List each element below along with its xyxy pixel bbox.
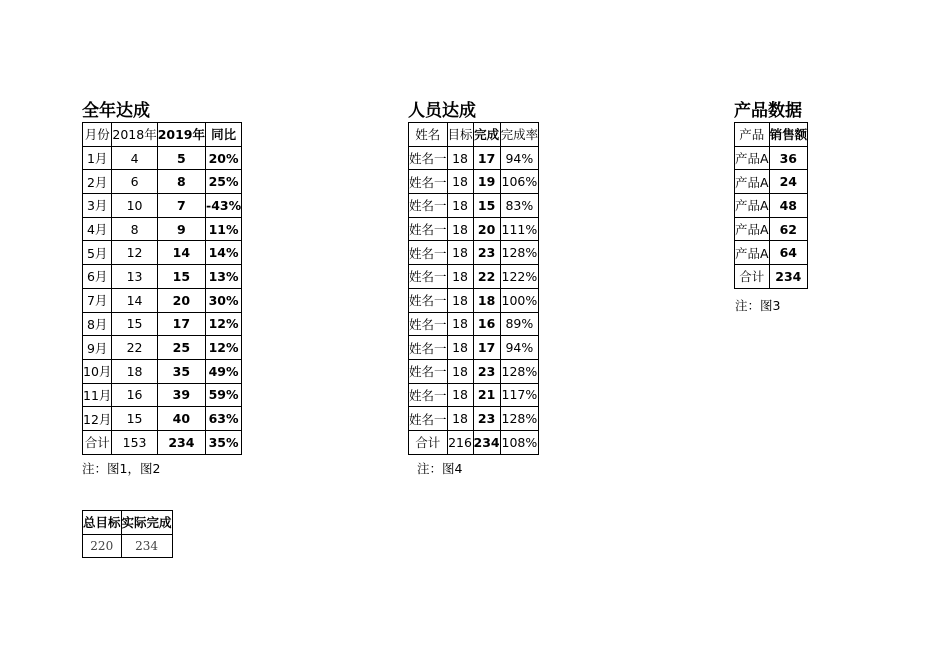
people-cell: 姓名一 bbox=[409, 170, 448, 194]
annual-cell: 14% bbox=[206, 241, 242, 265]
total-target-value: 220 bbox=[83, 534, 122, 558]
annual-row bbox=[83, 430, 242, 454]
people-cell: 23 bbox=[473, 241, 500, 265]
people-row bbox=[409, 170, 539, 194]
annual-table-body bbox=[83, 146, 242, 454]
annual-cell: 14 bbox=[157, 241, 205, 265]
annual-cell: -43% bbox=[206, 194, 242, 218]
annual-cell: 6月 bbox=[83, 265, 112, 289]
annual-cell: 13 bbox=[112, 265, 157, 289]
annual-table bbox=[82, 122, 242, 455]
product-cell: 产品A bbox=[735, 194, 770, 218]
people-cell: 18 bbox=[447, 265, 473, 289]
people-cell: 128% bbox=[500, 407, 539, 431]
people-table bbox=[408, 122, 539, 455]
people-cell: 89% bbox=[500, 312, 539, 336]
annual-row bbox=[83, 359, 242, 383]
annual-cell: 2月 bbox=[83, 170, 112, 194]
annual-cell: 10 bbox=[112, 194, 157, 218]
people-cell: 18 bbox=[447, 146, 473, 170]
people-row bbox=[409, 194, 539, 218]
people-cell: 合计 bbox=[409, 430, 448, 454]
people-header-done: 完成 bbox=[473, 123, 500, 147]
annual-cell: 49% bbox=[206, 359, 242, 383]
annual-cell: 5 bbox=[157, 146, 205, 170]
annual-cell: 10月 bbox=[83, 359, 112, 383]
annual-row bbox=[83, 383, 242, 407]
annual-cell: 15 bbox=[112, 407, 157, 431]
annual-cell: 15 bbox=[157, 265, 205, 289]
annual-row bbox=[83, 288, 242, 312]
people-cell: 18 bbox=[447, 288, 473, 312]
product-cell: 产品A bbox=[735, 146, 770, 170]
product-cell: 合计 bbox=[735, 265, 770, 289]
people-header-row bbox=[409, 123, 539, 147]
annual-cell: 153 bbox=[112, 430, 157, 454]
people-cell: 18 bbox=[447, 359, 473, 383]
people-row bbox=[409, 217, 539, 241]
people-cell: 姓名一 bbox=[409, 194, 448, 218]
people-cell: 15 bbox=[473, 194, 500, 218]
people-table-body bbox=[409, 146, 539, 454]
product-cell: 48 bbox=[769, 194, 808, 218]
total-table bbox=[82, 510, 173, 558]
annual-row bbox=[83, 170, 242, 194]
product-cell: 24 bbox=[769, 170, 808, 194]
product-row bbox=[735, 194, 808, 218]
people-row bbox=[409, 336, 539, 360]
annual-title: 全年达成 bbox=[82, 101, 150, 121]
people-cell: 23 bbox=[473, 407, 500, 431]
annual-cell: 14 bbox=[112, 288, 157, 312]
annual-cell: 35 bbox=[157, 359, 205, 383]
people-cell: 21 bbox=[473, 383, 500, 407]
people-cell: 18 bbox=[447, 241, 473, 265]
annual-note: 注：图1，图2 bbox=[82, 461, 161, 476]
people-cell: 117% bbox=[500, 383, 539, 407]
people-cell: 19 bbox=[473, 170, 500, 194]
product-table bbox=[734, 122, 808, 289]
annual-cell: 1月 bbox=[83, 146, 112, 170]
people-cell: 16 bbox=[473, 312, 500, 336]
total-value-row bbox=[83, 534, 173, 558]
annual-cell: 12% bbox=[206, 312, 242, 336]
product-header-product: 产品 bbox=[735, 123, 770, 147]
annual-row bbox=[83, 265, 242, 289]
annual-row bbox=[83, 312, 242, 336]
people-row bbox=[409, 359, 539, 383]
total-header-row bbox=[83, 511, 173, 535]
product-header-row bbox=[735, 123, 808, 147]
annual-row bbox=[83, 407, 242, 431]
product-title: 产品数据 bbox=[734, 101, 802, 121]
annual-cell: 13% bbox=[206, 265, 242, 289]
annual-cell: 20 bbox=[157, 288, 205, 312]
people-cell: 100% bbox=[500, 288, 539, 312]
annual-cell: 12% bbox=[206, 336, 242, 360]
product-cell: 234 bbox=[769, 265, 808, 289]
annual-cell: 8 bbox=[157, 170, 205, 194]
people-cell: 18 bbox=[473, 288, 500, 312]
product-cell: 62 bbox=[769, 217, 808, 241]
people-row bbox=[409, 241, 539, 265]
annual-cell: 9 bbox=[157, 217, 205, 241]
annual-header-2019: 2019年 bbox=[157, 123, 205, 147]
total-header-actual: 实际完成 bbox=[121, 511, 172, 535]
people-cell: 17 bbox=[473, 146, 500, 170]
people-cell: 216 bbox=[447, 430, 473, 454]
total-header-target: 总目标 bbox=[83, 511, 122, 535]
annual-row bbox=[83, 146, 242, 170]
annual-cell: 12 bbox=[112, 241, 157, 265]
people-cell: 18 bbox=[447, 217, 473, 241]
annual-cell: 合计 bbox=[83, 430, 112, 454]
annual-cell: 30% bbox=[206, 288, 242, 312]
people-header-target: 目标 bbox=[447, 123, 473, 147]
annual-cell: 5月 bbox=[83, 241, 112, 265]
people-row bbox=[409, 288, 539, 312]
annual-cell: 3月 bbox=[83, 194, 112, 218]
people-cell: 姓名一 bbox=[409, 265, 448, 289]
product-row bbox=[735, 146, 808, 170]
total-actual-value: 234 bbox=[121, 534, 172, 558]
people-cell: 122% bbox=[500, 265, 539, 289]
people-cell: 18 bbox=[447, 336, 473, 360]
people-cell: 20 bbox=[473, 217, 500, 241]
annual-header-month: 月份 bbox=[83, 123, 112, 147]
annual-cell: 6 bbox=[112, 170, 157, 194]
annual-row bbox=[83, 194, 242, 218]
annual-cell: 11月 bbox=[83, 383, 112, 407]
people-cell: 128% bbox=[500, 359, 539, 383]
people-cell: 姓名一 bbox=[409, 336, 448, 360]
annual-cell: 8月 bbox=[83, 312, 112, 336]
annual-cell: 59% bbox=[206, 383, 242, 407]
annual-header-yoy: 同比 bbox=[206, 123, 242, 147]
people-cell: 23 bbox=[473, 359, 500, 383]
annual-cell: 25 bbox=[157, 336, 205, 360]
annual-row bbox=[83, 336, 242, 360]
annual-cell: 63% bbox=[206, 407, 242, 431]
annual-cell: 4月 bbox=[83, 217, 112, 241]
people-cell: 18 bbox=[447, 194, 473, 218]
people-cell: 17 bbox=[473, 336, 500, 360]
people-cell: 94% bbox=[500, 146, 539, 170]
product-header-sales: 销售额 bbox=[769, 123, 808, 147]
annual-row bbox=[83, 241, 242, 265]
people-cell: 83% bbox=[500, 194, 539, 218]
people-cell: 姓名一 bbox=[409, 383, 448, 407]
people-cell: 18 bbox=[447, 407, 473, 431]
people-cell: 18 bbox=[447, 312, 473, 336]
product-table-body bbox=[735, 146, 808, 288]
people-cell: 姓名一 bbox=[409, 288, 448, 312]
people-row bbox=[409, 407, 539, 431]
annual-header-row bbox=[83, 123, 242, 147]
annual-cell: 11% bbox=[206, 217, 242, 241]
people-cell: 18 bbox=[447, 383, 473, 407]
people-row bbox=[409, 312, 539, 336]
people-cell: 18 bbox=[447, 170, 473, 194]
annual-cell: 20% bbox=[206, 146, 242, 170]
annual-cell: 234 bbox=[157, 430, 205, 454]
people-cell: 22 bbox=[473, 265, 500, 289]
people-row bbox=[409, 146, 539, 170]
people-cell: 128% bbox=[500, 241, 539, 265]
annual-cell: 4 bbox=[112, 146, 157, 170]
people-cell: 106% bbox=[500, 170, 539, 194]
product-cell: 产品A bbox=[735, 170, 770, 194]
people-cell: 姓名一 bbox=[409, 217, 448, 241]
product-note: 注：图3 bbox=[735, 298, 781, 313]
product-cell: 64 bbox=[769, 241, 808, 265]
people-cell: 姓名一 bbox=[409, 359, 448, 383]
annual-cell: 40 bbox=[157, 407, 205, 431]
people-note: 注：图4 bbox=[417, 461, 463, 476]
annual-cell: 35% bbox=[206, 430, 242, 454]
people-cell: 姓名一 bbox=[409, 407, 448, 431]
people-cell: 姓名一 bbox=[409, 241, 448, 265]
people-cell: 姓名一 bbox=[409, 312, 448, 336]
product-row bbox=[735, 170, 808, 194]
product-row bbox=[735, 217, 808, 241]
annual-cell: 9月 bbox=[83, 336, 112, 360]
product-cell: 36 bbox=[769, 146, 808, 170]
people-header-rate: 完成率 bbox=[500, 123, 539, 147]
people-cell: 111% bbox=[500, 217, 539, 241]
annual-cell: 25% bbox=[206, 170, 242, 194]
annual-cell: 17 bbox=[157, 312, 205, 336]
annual-cell: 7 bbox=[157, 194, 205, 218]
product-cell: 产品A bbox=[735, 217, 770, 241]
annual-cell: 7月 bbox=[83, 288, 112, 312]
annual-row bbox=[83, 217, 242, 241]
annual-cell: 12月 bbox=[83, 407, 112, 431]
annual-cell: 15 bbox=[112, 312, 157, 336]
product-row bbox=[735, 241, 808, 265]
product-row bbox=[735, 265, 808, 289]
people-cell: 姓名一 bbox=[409, 146, 448, 170]
annual-cell: 18 bbox=[112, 359, 157, 383]
people-cell: 234 bbox=[473, 430, 500, 454]
people-cell: 108% bbox=[500, 430, 539, 454]
people-row bbox=[409, 383, 539, 407]
annual-cell: 16 bbox=[112, 383, 157, 407]
people-cell: 94% bbox=[500, 336, 539, 360]
annual-cell: 8 bbox=[112, 217, 157, 241]
people-header-name: 姓名 bbox=[409, 123, 448, 147]
annual-cell: 22 bbox=[112, 336, 157, 360]
annual-cell: 39 bbox=[157, 383, 205, 407]
product-cell: 产品A bbox=[735, 241, 770, 265]
people-row bbox=[409, 265, 539, 289]
people-row bbox=[409, 430, 539, 454]
annual-header-2018: 2018年 bbox=[112, 123, 157, 147]
people-title: 人员达成 bbox=[408, 101, 476, 121]
